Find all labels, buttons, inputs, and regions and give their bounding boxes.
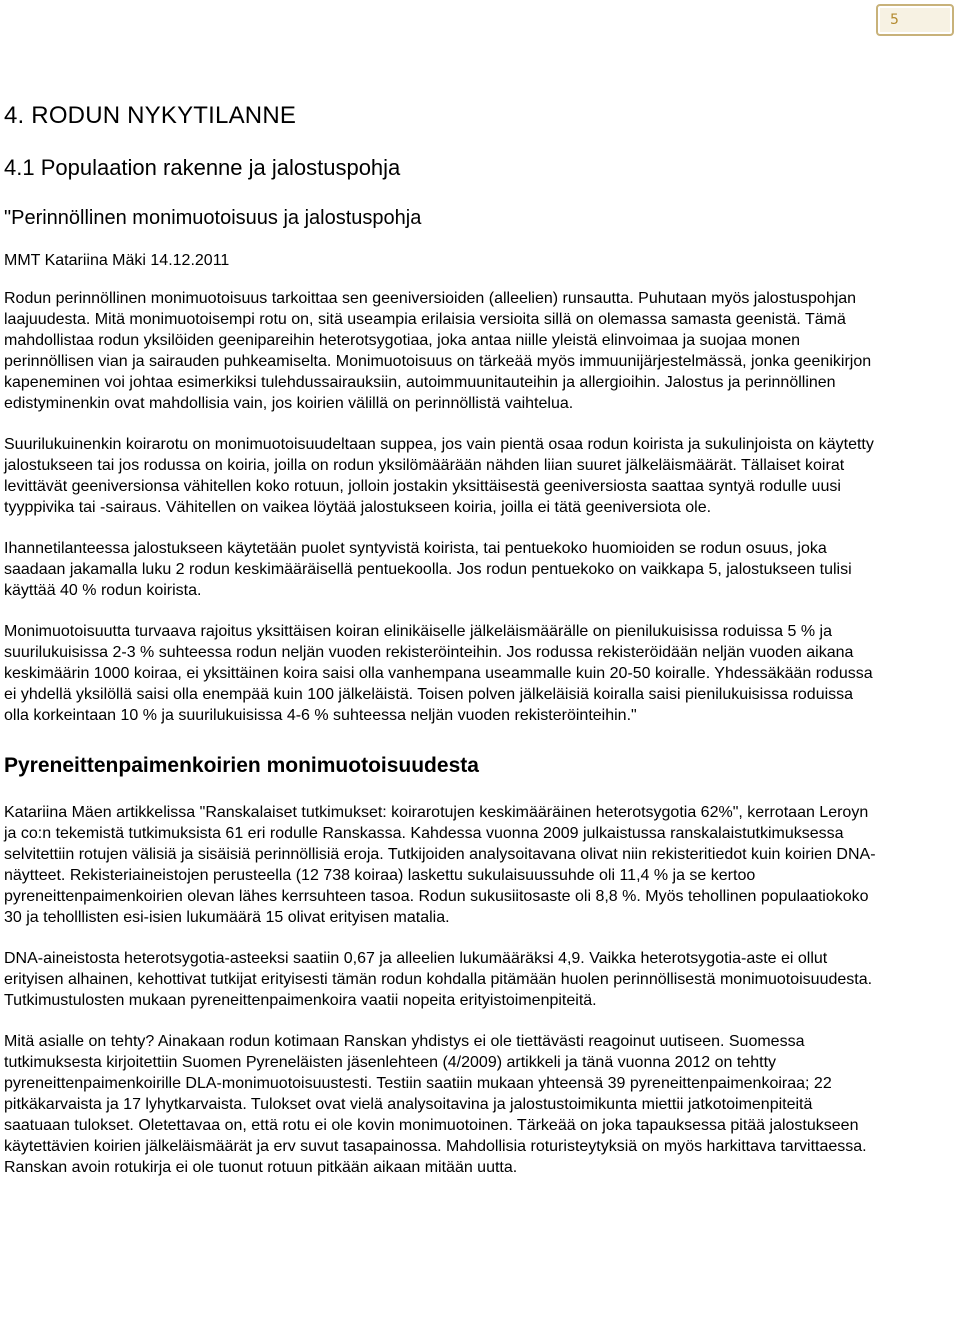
page-number: 5 (890, 12, 899, 28)
quote-source: MMT Katariina Mäki 14.12.2011 (4, 252, 230, 269)
paragraph: Suurilukuinenkin koirarotu on monimuotoisuudeltaan suppea, jos vain pientä osaa rodun koirista ja sukulinjoista on käytetty jalostukseen tai jos rodussa on koiria, joilla on rodun yksilömäärään nähden liian suuret jälkeläismäärät. Tällaiset koirat levittävät geeniversionsa vähitellen koko rotuun, jolloin jostakin yksittäisestä geeniversiosta saattaa syntyä rodulle uusi tyyppivika tai -sairaus. Vähitellen on vaikea löytää jalostukseen koiria, joilla ei tätä geeniversiota ole. (4, 436, 874, 516)
paragraph: Rodun perinnöllinen monimuotoisuus tarkoittaa sen geeniversioiden (alleelien) runsautta. Puhutaan myös jalostuspohjan laajuudesta. Mitä monimuotoisempi rotu on, sitä useampia erilaisia versioita sillä on olemassa samasta geenistä. Tämä mahdollistaa rodun yksilöiden geenipareihin heterotsygotiaa, joka antaa niille yleistä elinvoimaa ja suojaa monen perinnöllisen vian ja sairauden puhkeamiselta. Monimuotoisuus on tärkeää myös immuunijärjestelmässä, jonka geenikirjon kapeneminen voi johtaa esimerkiksi tulehdussairauksiin, autoimmuunitauteihin ja allergioihin. Jalostus ja perinnöllinen edistyminenkin ovat mahdollisia vain, jos koirien välillä on perinnöllistä vaihtelua. (4, 290, 872, 412)
paragraph: Katariina Mäen artikkelissa "Ranskalaiset tutkimukset: koirarotujen keskimääräinen heterotsygotia 62%", kerrotaan Leroyn ja co:n tekemistä tutkimuksista 61 eri rodulle Ranskassa. Kahdessa vuonna 2009 julkaistussa ranskalaistutkimuksessa selvitettiin rotujen välisiä ja sisäisiä perinnöllisiä eroja. Tutkijoiden analysoitavana olivat niin rekisteritiedot kuin koirien DNA-näytteet. Rekisteriaineistojen perusteella (12 738 koiraa) laskettu sukulaisuussuhde oli 11,4 % ja se kertoo pyreneittenpaimenkoirien olevan lähes kerrsuhteen tasoa. Rodun sukusiitosaste oli 8,8 %. Myös tehollinen populaatiokoko 30 ja teholllisten esi-isien lukumäärä 15 olivat erityisen matalia. (4, 804, 876, 926)
subsection-title: Pyreneittenpaimenkoirien monimuotoisuudesta (4, 754, 479, 777)
paragraph: Ihannetilanteessa jalostukseen käytetään puolet syntyvistä koirista, tai pentuekoko huomioiden se rodun osuus, joka saadaan jakamalla luku 2 rodun keskimääräisellä pentuekoolla. Jos rodun pentuekoko on vaikkapa 5, jalostukseen tulisi käyttää 40 % rodun koirista. (4, 540, 852, 599)
paragraph: DNA-aineistosta heterotsygotia-asteeksi saatiin 0,67 ja alleelien lukumääräksi 4,9. Vaikka heterotsygotia-aste ei ollut erityisen alhainen, kehottivat tutkijat erityisesti tämän rodun kohdalla pitämään huolen perinnöllisestä monimuotoisuudesta. Tutkimustulosten mukaan pyreneittenpaimenkoira vaatii nopeita erityistoimenpiteitä. (4, 950, 873, 1009)
section-heading: 4.1 Populaation rakenne ja jalostuspohja (4, 155, 401, 180)
quote-title: "Perinnöllinen monimuotoisuus ja jalostuspohja (4, 207, 422, 229)
document-body (4, 96, 876, 1178)
chapter-heading: 4. RODUN NYKYTILANNE (4, 102, 297, 129)
paragraph: Mitä asialle on tehty? Ainakaan rodun kotimaan Ranskan yhdistys ei ole tiettävästi reagoinut uutiseen. Suomessa tutkimuksesta kirjoitettiin Suomen Pyreneläisten jäsenlehteen (4/2009) artikkeli ja tänä vuonna 2012 on tehtty pyreneittenpaimenkoirille DLA-monimuotoisuustesti. Testiin saatiin mukaan yhteensä 39 pyreneittenpaimenkoiraa; 22 pitkäkarvaista ja 17 lyhytkarvaista. Tulokset ovat vielä analysoitavina ja jalostustoimikunta miettii jatkotoimenpiteitä saatuaan tulokset. Oletettavaa on, että rotu ei ole kovin monimuotoinen. Tärkeää on joka tapauksessa pitää jalostukseen käytettävien koirien jälkeläismäärät ja erv suvut tasapainossa. Mahdollisia roturisteytyksiä on myös harkittava tarvittaessa. Ranskan avoin rotukirja ei ole tuonut rotuun pitkään aikaan mitään uutta. (4, 1033, 867, 1176)
paragraph: Monimuotoisuutta turvaava rajoitus yksittäisen koiran elinikäiselle jälkeläismäärälle on pienilukuisissa roduissa 5 % ja suurilukuisissa 2-3 % suhteessa rodun neljän vuoden rekisteröinteihin. Jos rodussa rekisteröidään neljän vuoden aikana keskimäärin 1000 koiraa, ei yksittäinen koira saisi olla vanhempana useammalle kuin 20-50 koiralle. Yhdessäkään rodussa ei yhdellä yksilöllä saisi olla enempää kuin 100 jälkeläistä. Toisen polven jälkeläisiä koiralla saisi pienilukuisissa roduissa olla korkeintaan 10 % ja suurilukuisissa 4-6 % suhteessa neljän vuoden rekisteröinteihin." (4, 623, 873, 724)
page-number-badge (876, 4, 954, 36)
